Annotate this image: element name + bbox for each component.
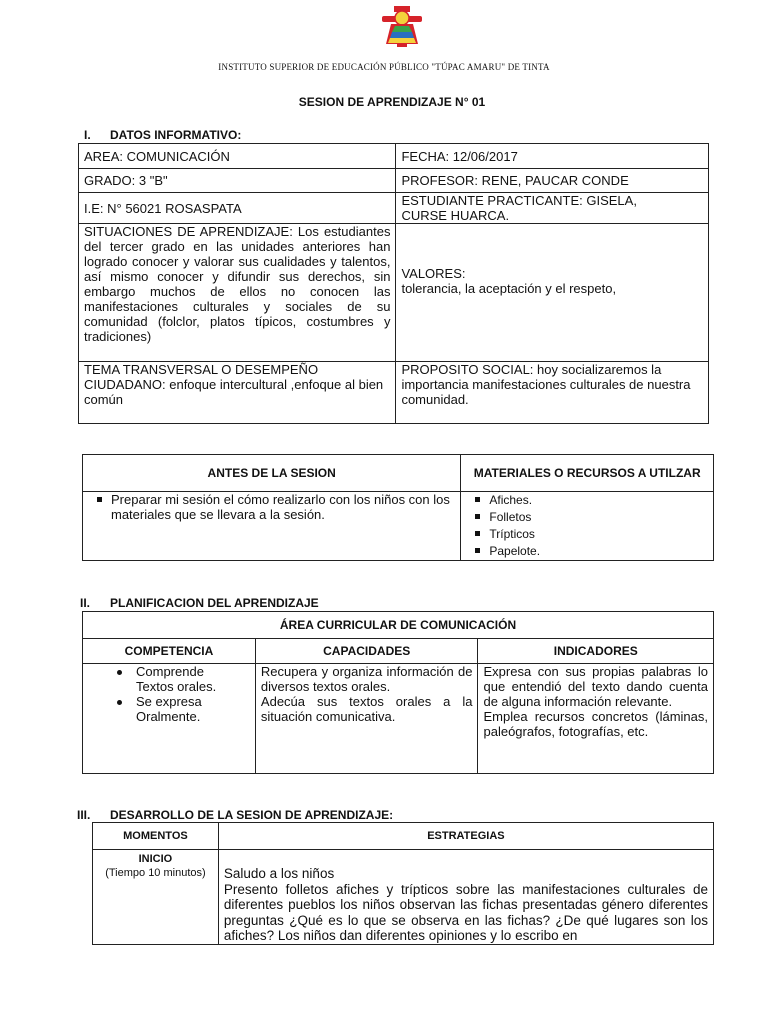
inicio-label: INICIO xyxy=(138,853,173,865)
ie-text: I.E: N° 56021 ROSASPATA xyxy=(84,200,242,216)
competencia-item: Se expresa Oralmente. xyxy=(136,694,225,724)
situaciones-cell xyxy=(79,224,396,362)
indicadores-header: INDICADORES xyxy=(478,639,714,664)
saludo-text: Saludo a los niños xyxy=(223,866,335,881)
proposito-cell xyxy=(396,362,709,424)
material-item: Folletos xyxy=(483,509,708,526)
indicador-item: Expresa con sus propias palabras lo que entendió del texto dando cuenta de alguna información relevante. xyxy=(483,664,708,709)
fecha-cell xyxy=(396,144,709,169)
antes-cell xyxy=(83,492,461,561)
proposito-text: PROPOSITO SOCIAL: hoy socializaremos la importancia manifestaciones culturales de nuestra comunidad. xyxy=(401,362,691,407)
datos-table xyxy=(78,143,709,424)
page-title: SESION DE APRENDIZAJE N° 01 xyxy=(298,95,486,109)
material-item: Afiches. xyxy=(483,492,708,509)
profesor-text: PROFESOR: RENE, PAUCAR CONDE xyxy=(401,173,629,188)
estrategia-text: Presento folletos afiches y trípticos sobre las manifestaciones culturales de diferentes pueblos los niños observan las fichas presentadas género diferentes preguntas ¿Qué es lo que se observa en las fichas? ¿De qué lugares son los afiches? Los niños dan diferentes opiniones y lo escribo en xyxy=(223,881,708,943)
institute-name: INSTITUTO SUPERIOR DE EDUCACIÓN PÚBLICO "TÚPAC AMARU" DE TINTA xyxy=(218,62,550,72)
estrategia-cell xyxy=(218,850,713,945)
tiempo-label: (Tiempo 10 minutos) xyxy=(105,867,206,879)
valores-label: VALORES: xyxy=(401,265,466,281)
area-curricular-header: ÁREA CURRICULAR DE COMUNICACIÓN xyxy=(83,612,714,639)
fecha-text: FECHA: 12/06/2017 xyxy=(401,148,518,164)
capacidades-cell xyxy=(255,664,478,774)
antes-table xyxy=(82,454,714,561)
capacidades-header: CAPACIDADES xyxy=(255,639,478,664)
grado-text: GRADO: 3 "B" xyxy=(84,173,168,188)
section1-number: I. xyxy=(84,128,91,142)
competencia-cell xyxy=(83,664,256,774)
indicadores-cell xyxy=(478,664,714,774)
material-item: Trípticos xyxy=(483,526,708,543)
indicador-item: Emplea recursos concretos (láminas, paleógrafos, fotografías, etc. xyxy=(483,709,708,739)
antes-header: ANTES DE LA SESION xyxy=(83,455,461,492)
section1-heading: DATOS INFORMATIVO: xyxy=(110,128,242,142)
valores-cell xyxy=(396,224,709,362)
materiales-list xyxy=(469,492,708,560)
competencia-item: Comprende Textos orales. xyxy=(136,664,225,694)
section2-heading: PLANIFICACION DEL APRENDIZAJE xyxy=(110,596,319,610)
antes-list xyxy=(91,492,455,522)
area-text: AREA: COMUNICACIÓN xyxy=(84,148,230,164)
materiales-cell xyxy=(461,492,714,561)
capacidad-item: Recupera y organiza información de diversos textos orales. xyxy=(260,664,473,694)
competencia-header: COMPETENCIA xyxy=(83,639,256,664)
estrategias-header: ESTRATEGIAS xyxy=(218,823,713,850)
materiales-header: MATERIALES O RECURSOS A UTILZAR xyxy=(461,455,714,492)
planificacion-table xyxy=(82,611,714,774)
momentos-header: MOMENTOS xyxy=(93,823,219,850)
section2-number: II. xyxy=(80,596,91,610)
section3-heading: DESARROLLO DE LA SESION DE APRENDIZAJE: xyxy=(110,808,394,822)
ie-cell xyxy=(79,193,396,224)
tema-text: TEMA TRANSVERSAL O DESEMPEÑO CIUDADANO: enfoque intercultural ,enfoque al bien común xyxy=(84,362,384,407)
grado-cell xyxy=(79,169,396,193)
valores-text: tolerancia, la aceptación y el respeto, xyxy=(401,280,617,296)
estudiante-text: ESTUDIANTE PRACTICANTE: GISELA, CURSE HUARCA. xyxy=(401,193,637,223)
estudiante-cell xyxy=(396,193,709,224)
competencia-list xyxy=(91,664,225,724)
antes-item: Preparar mi sesión el cómo realizarlo con los niños con los materiales que se llevara a la sesión. xyxy=(105,492,455,522)
area-cell xyxy=(79,144,396,169)
profesor-cell xyxy=(396,169,709,193)
tema-cell xyxy=(79,362,396,424)
momento-cell xyxy=(93,850,219,945)
institute-logo xyxy=(380,6,424,48)
material-item: Papelote. xyxy=(483,543,708,560)
desarrollo-table xyxy=(92,822,714,945)
situaciones-text: SITUACIONES DE APRENDIZAJE: Los estudiantes del tercer grado en las unidades anteriores han logrado conocer y valorar sus cualidades y talentos, así mismo conocer y difundir sus derechos, sin embargo muchos de ellos no conocen las manifestaciones culturales y sociales de su comunidad (folclor, platos típicos, costumbres y tradiciones) xyxy=(84,224,391,344)
capacidad-item: Adecúa sus textos orales a la situación comunicativa. xyxy=(260,694,473,724)
section3-number: III. xyxy=(77,808,91,822)
